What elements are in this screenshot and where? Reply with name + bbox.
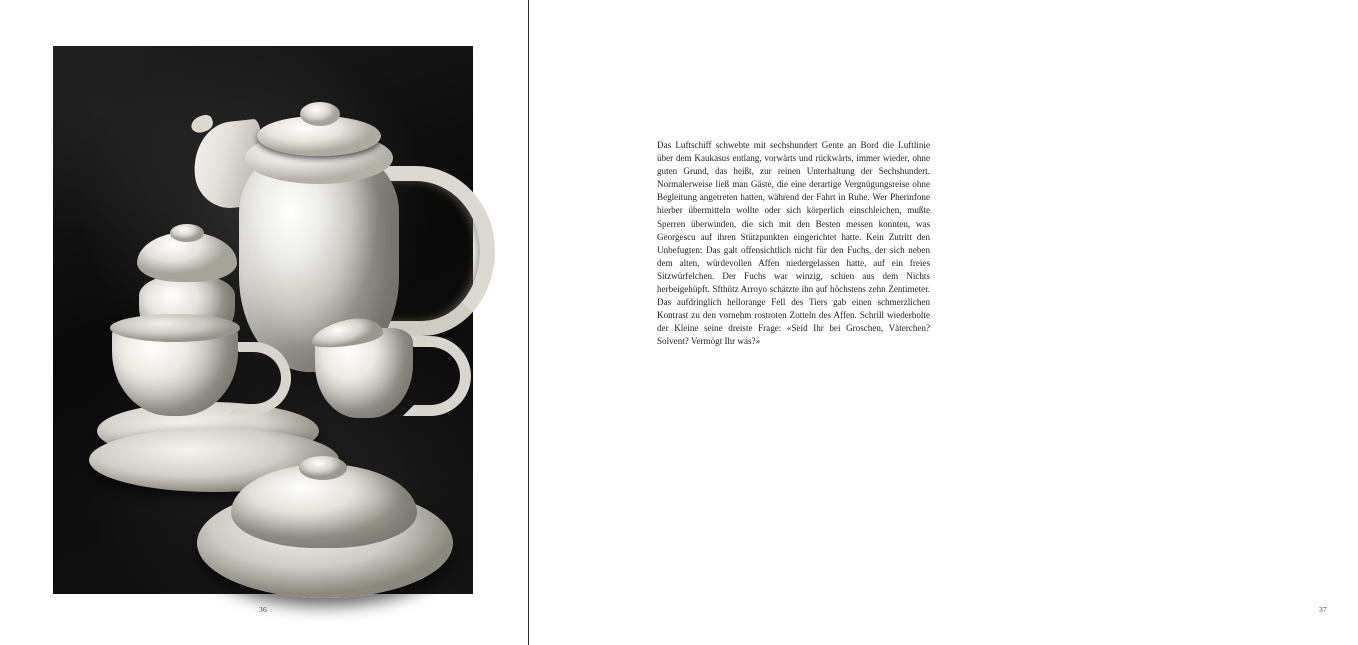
- page-number-right: 37: [1318, 605, 1328, 614]
- left-page: [0, 0, 528, 645]
- body-paragraph: Das Luftschiff schwebte mit sechshundert Gente an Bord die Luftlinie über dem Kaukasus entlang, vorwärts und rückwärts, immer wieder, ohne guten Grund, das heißt, zur reinen Unterhaltung der Sechshundert. Normalerweise ließ man Gäste, die eine derartige Vergnügungsreise ohne Begleitung angetreten hatten, während der Fahrt in Ruhe. Wer Pherinfone hierber übermitteln wollte oder sich körperlich einschleichen, mußte Sperren überwinden, die sich mit den Besten messen konnten, was Georgescu auf ihren Stützpunkten eingerichtet hatte. Kein Zutritt den Unbefugten: Das galt offensichtlich nicht für den Fuchs, der sich neben dem alten, würdevollen Affen niedergelassen hatte, auf ein freies Sitzwürfelchen. Der Fuchs war winzig, schien aus dem Nichts herbeigehüpft. Sfthütz Arroyo schätzte ihn auf höchstens zehn Zentimeter. Das aufdringlich hellorange Fell des Tiers gab einen schmerzlichen Kontrast zu den vornehm rostroten Zotteln des Affen. Schrill wiederholte der Kleine seine dreiste Frage: «Seid Ihr bei Groschen, Väterchen? Solvent? Vermögt Ihr was?»: [657, 140, 930, 347]
- porcelain-coffee-service-photograph: [53, 46, 473, 594]
- page-number-left: 36: [258, 605, 268, 614]
- coffee-pot-lid-knob: [300, 102, 340, 126]
- body-text-column: [657, 139, 930, 349]
- cup-rim: [110, 314, 240, 342]
- covered-dish-knob: [299, 456, 347, 480]
- right-page: [528, 0, 1328, 645]
- sugar-bowl-lid-knob: [170, 224, 204, 242]
